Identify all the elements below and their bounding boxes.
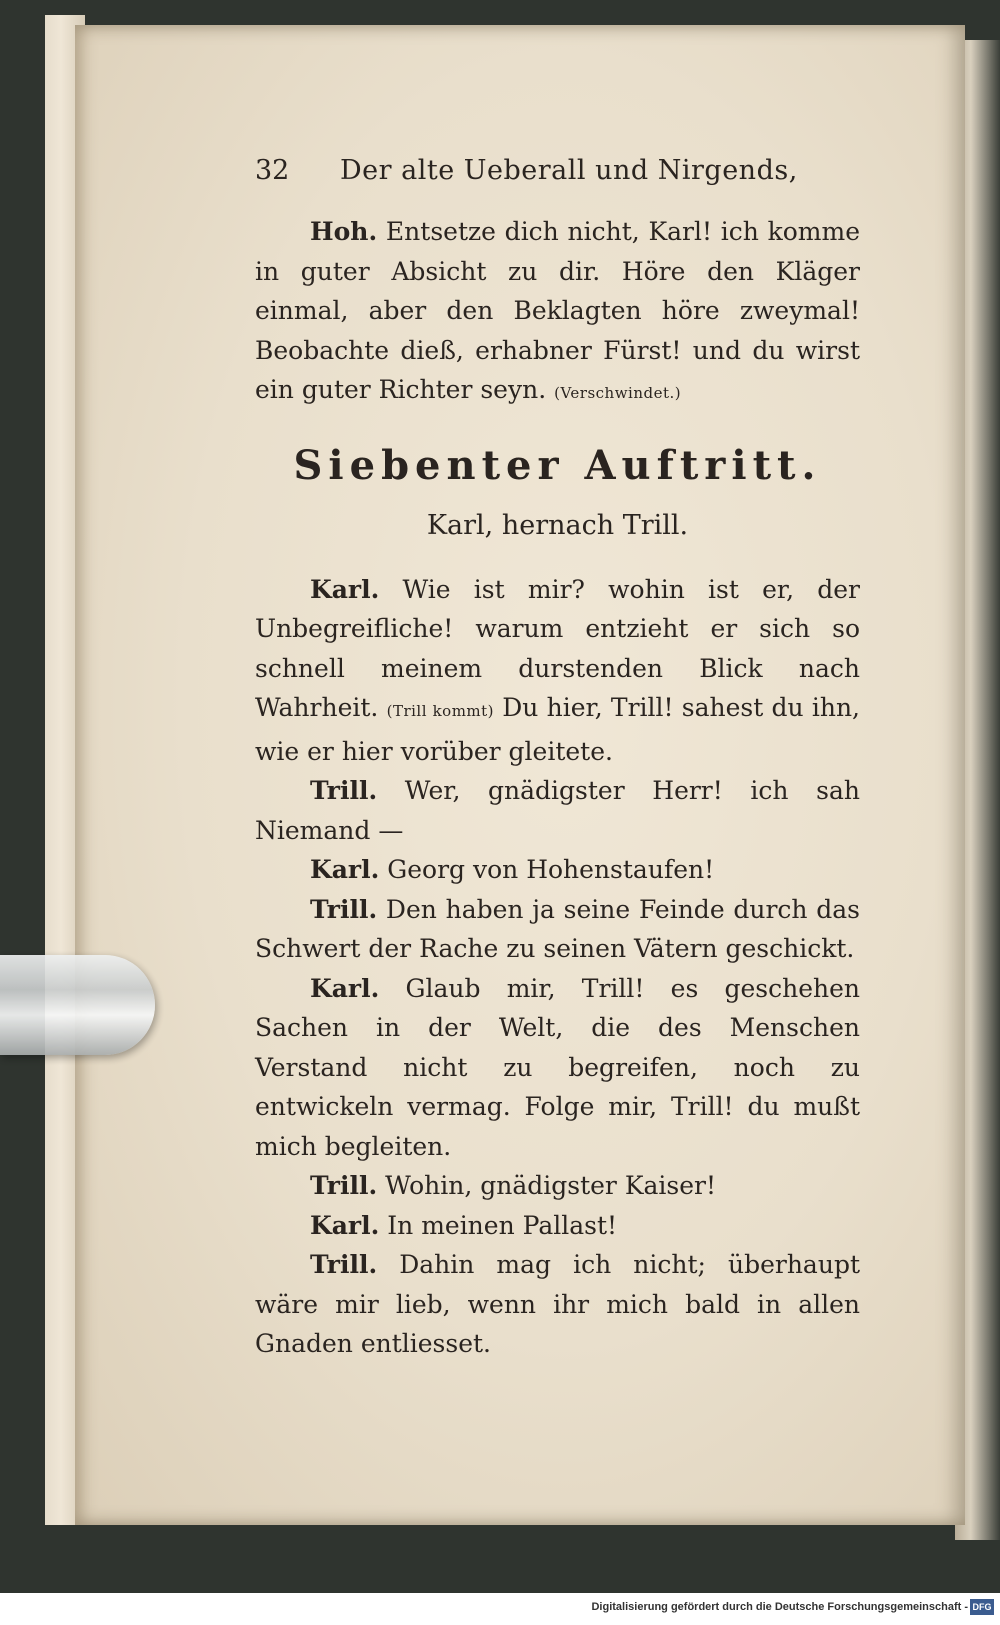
speaker-name: Karl. [310,973,380,1003]
page-holder-clip [0,955,155,1055]
paragraph-trill-4 [255,1245,860,1364]
page-number: 32 [255,155,290,186]
speaker-name: Trill. [310,1171,378,1200]
speech-text: Den haben ja seine Feinde durch das Schwert der Rache zu seinen Vätern geschickt. [255,894,861,963]
scene-cast: Karl, hernach Trill. [426,509,689,541]
dfg-logo: DFG [970,1599,994,1615]
speaker-name: Trill. [310,776,378,805]
speech-text: Entsetze dich nicht, Karl! ich komme in guter Absicht zu dir. Höre den Kläger einmal, aber den Beklagten höre zweymal! Beobachte dieß, erhabner Fürst! und du wirst ein guter Richter seyn. [255,217,860,404]
speech-text: Wie ist mir? wohin ist er, der Unbegreifliche! warum entzieht er sich so schnell meinem durstenden Blick nach Wahrheit. [255,574,860,722]
paragraph-hoh [255,212,860,414]
footer-credit: Digitalisierung gefördert durch die Deutsche Forschungsgemeinschaft - [591,1601,968,1613]
speaker-name: Karl. [310,855,380,884]
scene-title: Siebenter Auftritt. [293,441,822,489]
paragraph-trill-3 [255,1166,860,1206]
stage-direction: (Trill kommt) [386,702,495,720]
speaker-name: Hoh. [310,217,378,246]
paragraph-karl-4 [255,1206,860,1246]
page-header [255,155,815,195]
digitization-footer [0,1593,1000,1625]
speech-text-continued: Du hier, Trill! sahest du ihn, wie er hier vorüber gleitete. [255,693,860,766]
speech-text: Georg von Hohenstaufen! [387,855,715,884]
paragraph-karl-2 [255,850,860,890]
speech-text: Wer, gnädigster Herr! ich sah Niemand — [255,776,860,845]
stage-direction: (Verschwindet.) [554,384,682,402]
speech-text: In meinen Pallast! [387,1210,618,1240]
speaker-name: Karl. [310,574,380,604]
paragraph-trill-1 [255,771,860,850]
speaker-name: Trill. [310,894,378,924]
speech-text: Glaub mir, Trill! es geschehen Sachen in der Welt, die des Menschen Verstand nicht zu begreifen, noch zu entwickeln vermag. Folge mir, Trill! du mußt mich begleiten. [255,973,861,1161]
speech-text: Dahin mag ich nicht; überhaupt wäre mir lieb, wenn ihr mich bald in allen Gnaden entliesset. [255,1250,860,1358]
speaker-name: Trill. [310,1250,378,1279]
paragraph-karl-1 [255,570,860,772]
paragraph-karl-3 [255,969,860,1167]
paragraph-trill-2 [255,890,860,969]
speech-text: Wohin, gnädigster Kaiser! [385,1171,717,1200]
running-title: Der alte Ueberall und Nirgends, [340,155,798,186]
page-body [255,212,860,1364]
speaker-name: Karl. [310,1210,380,1240]
